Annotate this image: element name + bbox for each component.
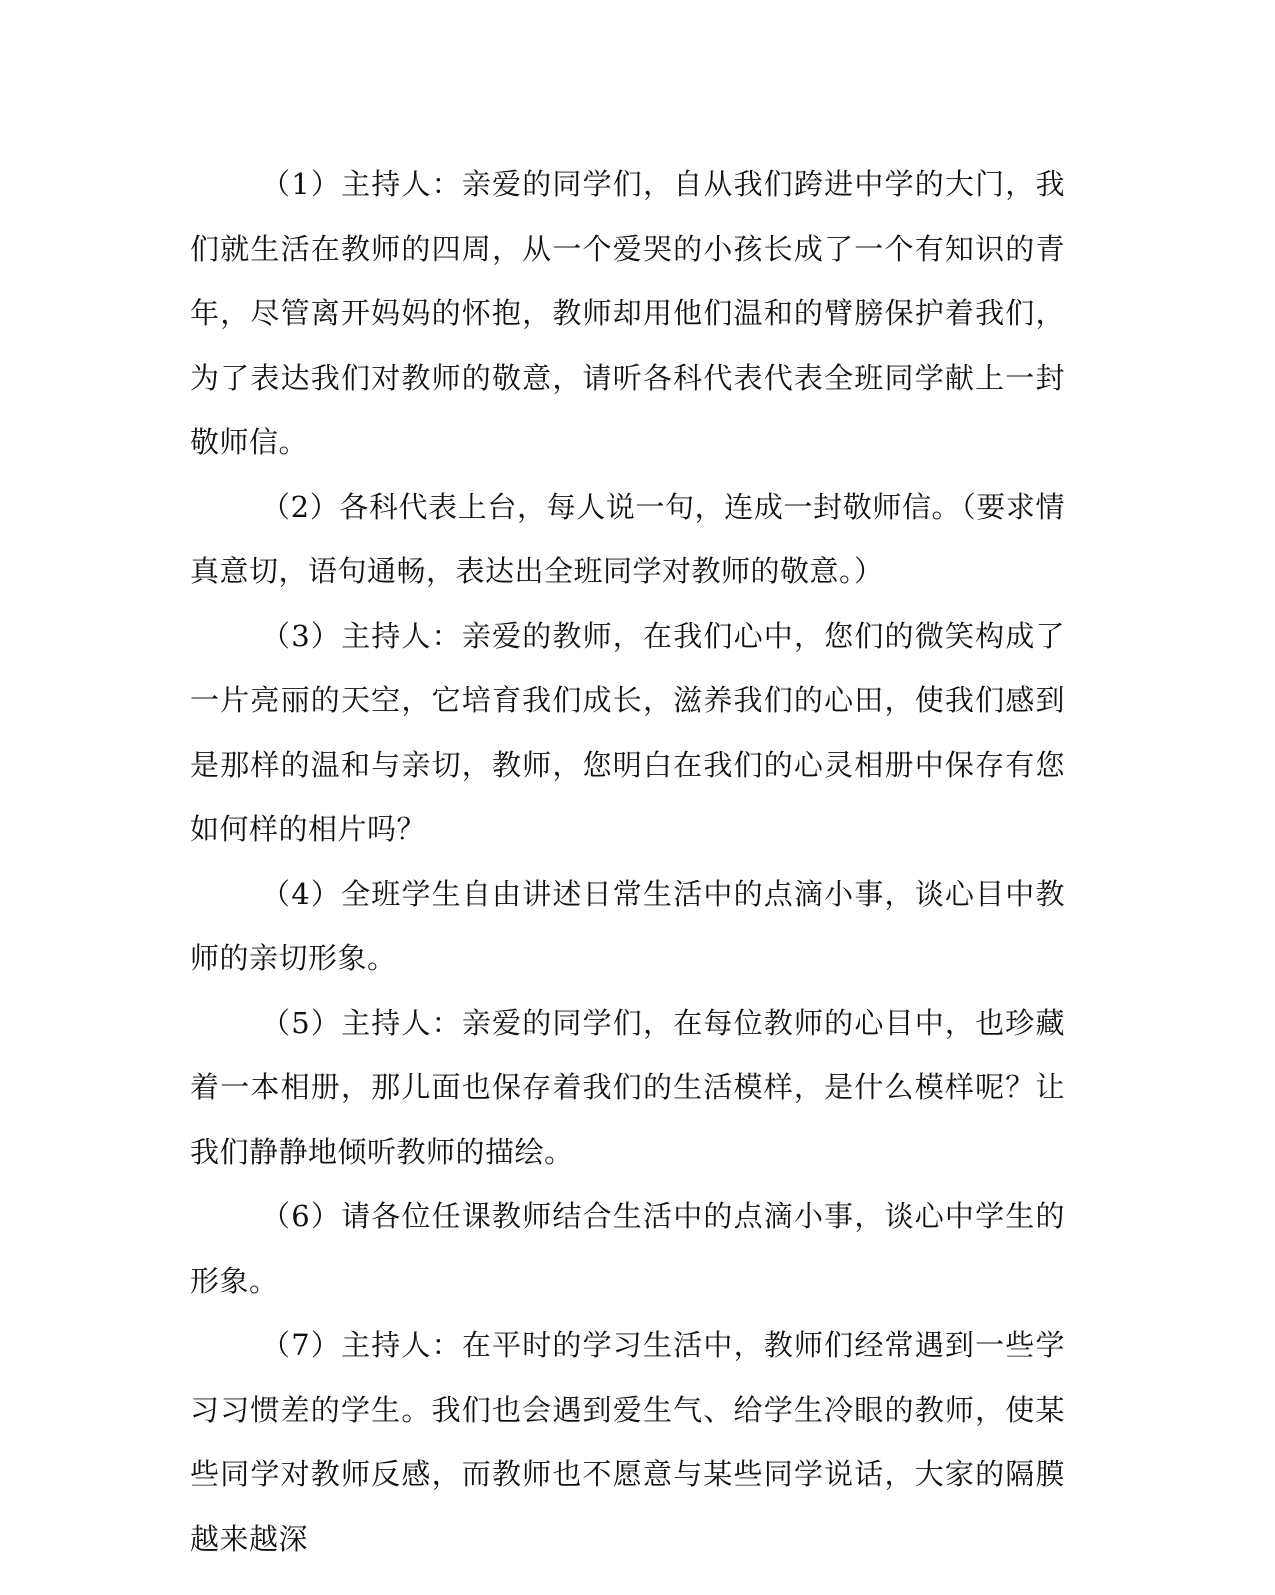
paragraph-6: （6）请各位任课教师结合生活中的点滴小事，谈心中学生的形象。 [190,1199,1065,1298]
paragraph-2: （2）各科代表上台，每人说一句，连成一封敬师信。（要求情真意切，语句通畅，表达出全班同学对教师的敬意。） [190,489,1065,588]
paragraph-5: （5）主持人：亲爱的同学们，在每位教师的心目中，也珍藏着一本相册，那儿面也保存着我们的生活模样，是什么模样呢？让我们静静地倾听教师的描绘。 [190,1005,1065,1169]
paragraph-4: （4）全班学生自由讲述日常生活中的点滴小事，谈心目中教师的亲切形象。 [190,876,1065,975]
paragraph-7: （7）主持人：在平时的学习生活中，教师们经常遇到一些学习习惯差的学生。我们也会遇到爱生气、给学生冷眼的教师，使某些同学对教师反感，而教师也不愿意与某些同学说话，大家的隔膜越来越深 [190,1328,1065,1556]
document-body [190,152,1065,1571]
paragraph-1: （1）主持人：亲爱的同学们，自从我们跨进中学的大门，我们就生活在教师的四周，从一个爱哭的小孩长成了一个有知识的青年，尽管离开妈妈的怀抱，教师却用他们温和的臂膀保护着我们，为了表达我们对教师的敬意，请听各科代表代表全班同学献上一封敬师信。 [190,167,1065,459]
paragraph-3: （3）主持人：亲爱的教师，在我们心中，您们的微笑构成了一片亮丽的天空，它培育我们成长，滋养我们的心田，使我们感到是那样的温和与亲切，教师，您明白在我们的心灵相册中保存有您如何样的相片吗？ [190,618,1065,846]
